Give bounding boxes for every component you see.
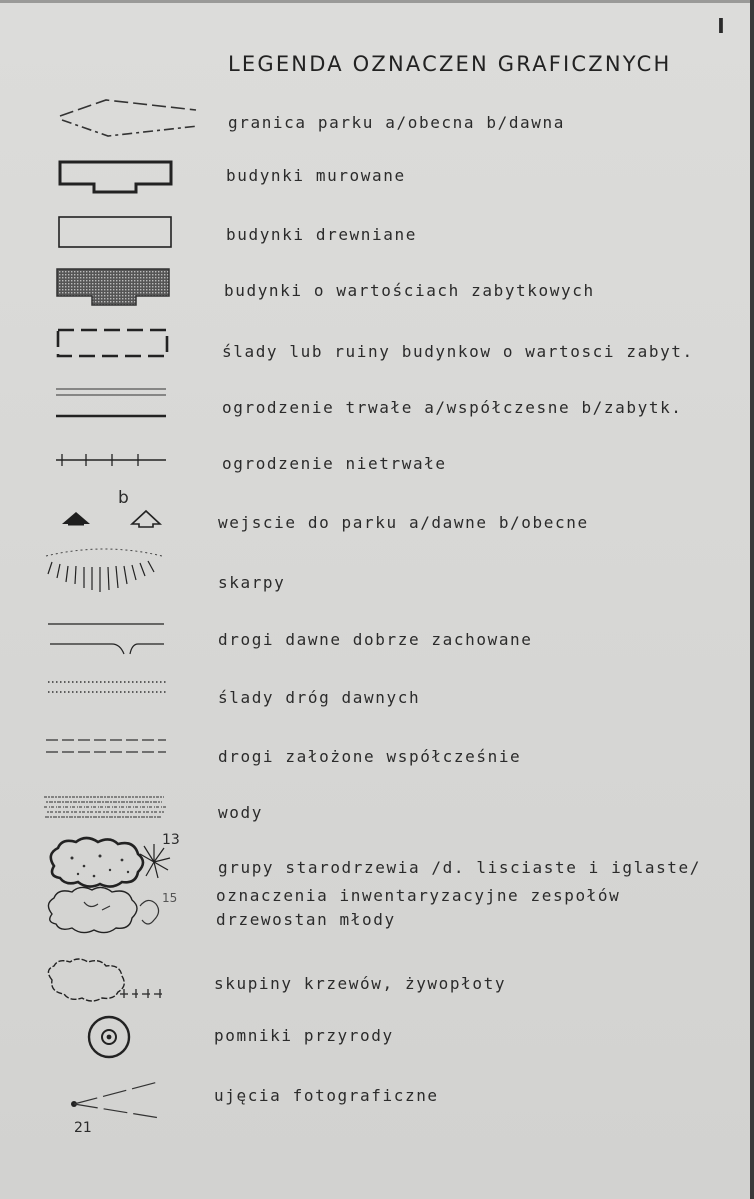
permanent-fence-icon <box>56 387 168 421</box>
legend-label-shrubs: skupiny krzewów, żywopłoty <box>214 974 507 993</box>
escarpment-icon <box>44 546 164 596</box>
legend-label-inventory-markings: oznaczenia inwentaryzacyjne zespołów <box>216 886 621 905</box>
legend-label-nature-monument: pomniki przyrody <box>214 1026 394 1045</box>
modern-road-icon <box>46 736 170 758</box>
wooden-building-icon <box>58 216 174 250</box>
page-top-edge <box>0 0 754 3</box>
legend-label-photo-view: ujęcia fotograficzne <box>214 1086 439 1105</box>
legend-label-park-entrance: wejscie do parku a/dawne b/obecne <box>218 513 589 532</box>
masonry-building-icon <box>58 160 174 196</box>
nature-monument-icon <box>86 1014 132 1060</box>
building-ruins-icon <box>56 328 172 360</box>
legend-label-tree-groups: grupy starodrzewia /d. lisciaste i iglaste/ <box>218 858 702 877</box>
old-road-icon <box>48 620 168 660</box>
tree-group-number-15: 15 <box>162 891 178 905</box>
entrance-b-marker: b <box>118 488 129 508</box>
shrubs-icon <box>44 956 172 1006</box>
road-traces-icon <box>48 678 172 698</box>
page-number: I <box>717 14 725 38</box>
legend-label-historic-building: budynki o wartościach zabytkowych <box>224 281 595 300</box>
photo-view-icon <box>66 1078 166 1124</box>
legend-label-old-road: drogi dawne dobrze zachowane <box>218 630 533 649</box>
legend-label-modern-road: drogi założone współcześnie <box>218 747 522 766</box>
legend-label-temporary-fence: ogrodzenie nietrwałe <box>222 454 447 473</box>
legend-label-road-traces: ślady dróg dawnych <box>218 688 421 707</box>
legend-label-building-ruins: ślady lub ruiny budynkow o wartosci zabyt. <box>222 342 694 361</box>
temporary-fence-icon <box>56 452 168 468</box>
legend-label-young-trees: drzewostan młody <box>216 910 396 929</box>
historic-building-icon <box>56 268 172 308</box>
tree-group-number-13: 13 <box>162 832 180 848</box>
photo-view-number: 21 <box>74 1120 92 1136</box>
page-right-edge <box>750 0 754 1199</box>
legend-label-masonry-building: budynki murowane <box>226 166 406 185</box>
tree-groups-icon <box>44 836 184 948</box>
park-boundary-icon <box>58 96 203 141</box>
legend-label-permanent-fence: ogrodzenie trwałe a/współczesne b/zabytk. <box>222 398 683 417</box>
legend-label-wooden-building: budynki drewniane <box>226 225 417 244</box>
legend-label-escarpment: skarpy <box>218 573 286 592</box>
legend-label-water: wody <box>218 803 263 822</box>
page-title: LEGENDA OZNACZEN GRAFICZNYCH <box>228 52 672 76</box>
legend-label-park-boundary: granica parku a/obecna b/dawna <box>228 113 565 132</box>
water-icon <box>44 794 170 822</box>
park-entrance-icon <box>60 504 164 528</box>
